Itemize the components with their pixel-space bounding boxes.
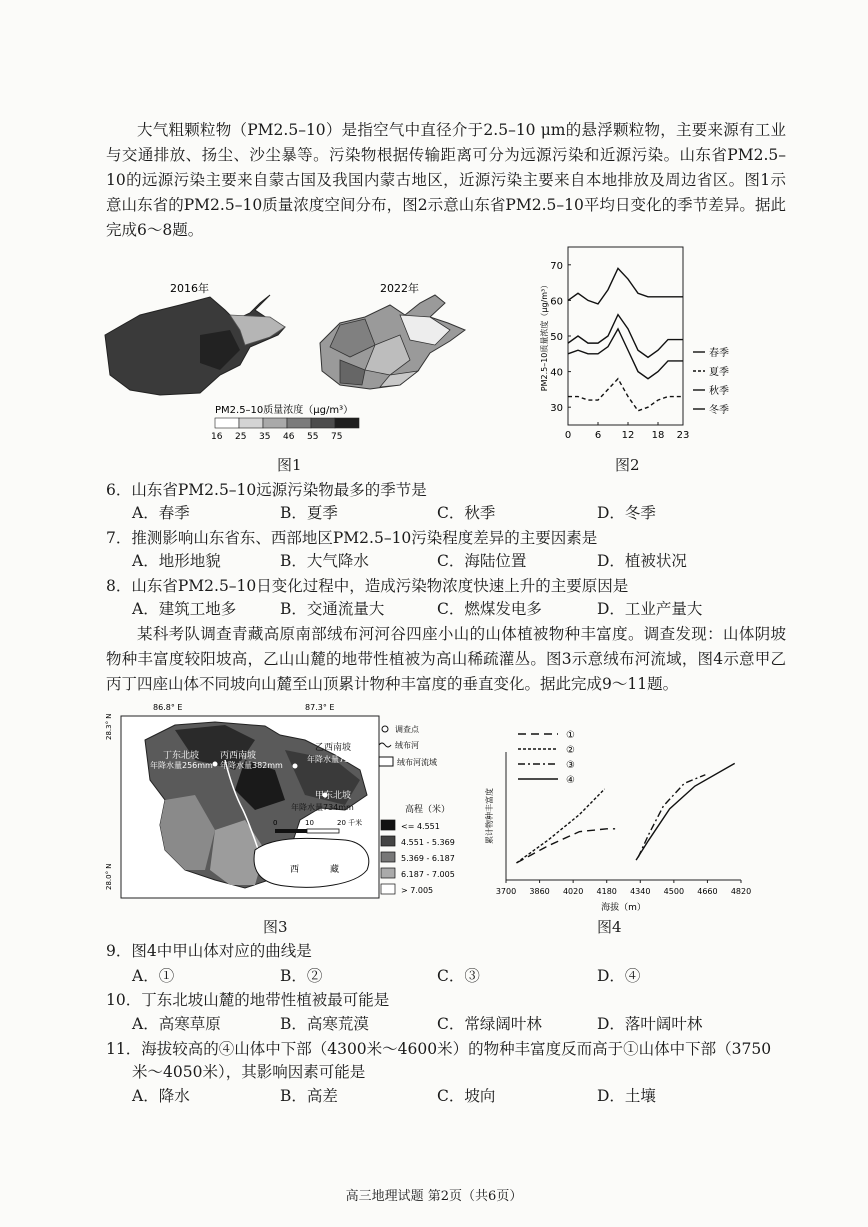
label-jia-precip: 年降水量734mm (291, 803, 354, 812)
question-11-stem-line1: 11．海拔较高的④山体中下部（4300米～4600米）的物种丰富度反而高于①山体中下部（3750 (106, 1040, 772, 1058)
label-jia: 甲东北坡 (315, 791, 352, 801)
fig1-legend-swatch (215, 418, 239, 428)
q6-option-c[interactable]: C．秋季 (437, 504, 496, 522)
label-yi: 乙西南坡 (315, 743, 352, 753)
elevation-label: > 7.005 (401, 886, 434, 895)
q9-option-b[interactable]: B．② (280, 967, 323, 985)
figure-2-chart (535, 242, 735, 442)
elevation-swatch (381, 868, 395, 878)
fig1-legend-swatch (263, 418, 287, 428)
lat-label-2: 28.0° N (105, 863, 113, 890)
q11-option-a[interactable]: A．降水 (132, 1087, 190, 1105)
legend-river-label: 绒布河 (395, 741, 419, 750)
scale-tick-20: 20 千米 (337, 819, 363, 827)
q8-option-c[interactable]: C．燃煤发电多 (437, 600, 542, 618)
label-ding: 丁东北坡 (163, 751, 200, 761)
q11-option-d[interactable]: D．土壤 (597, 1087, 656, 1105)
q8-option-b[interactable]: B．交通流量大 (280, 600, 385, 618)
scale-tick-0: 0 (273, 819, 278, 827)
fig1-legend-swatch (287, 418, 311, 428)
q7-option-a[interactable]: A．地形地貌 (132, 552, 221, 570)
fig1-legend-title: PM2.5–10质量浓度（μg/m³） (215, 405, 354, 416)
figure-4-caption: 图4 (597, 918, 622, 936)
elevation-label: <= 4.551 (401, 822, 440, 831)
figure-3-map (105, 700, 490, 905)
fig4-xlabel: 海拔（m） (601, 903, 646, 912)
fig2-ylabel: PM2.5–10质量浓度（μg/m³） (540, 280, 549, 392)
fig2-legend-label: 夏季 (709, 367, 729, 378)
legend-point-label: 调查点 (395, 725, 419, 734)
figure-2-caption: 图2 (615, 456, 640, 474)
fig2-legend-label: 春季 (709, 348, 729, 359)
fig1-legend-tick: 35 (259, 432, 271, 442)
fig2-ytick-label: 70 (550, 260, 563, 272)
q10-option-b[interactable]: B．高寒荒漠 (280, 1015, 369, 1033)
survey-point-ding (213, 762, 218, 767)
q6-option-b[interactable]: B．夏季 (280, 504, 338, 522)
q9-option-d[interactable]: D．④ (597, 967, 641, 985)
fig2-legend-label: 秋季 (709, 386, 729, 397)
label-ding-precip: 年降水量256mm (150, 761, 213, 770)
figure-3-caption: 图3 (263, 918, 288, 936)
lon-label-1: 86.8° E (153, 703, 183, 712)
fig2-xtick-label: 23 (676, 430, 690, 441)
label-yi-precip: 年降水量734mm (307, 755, 370, 764)
elevation-label: 5.369 - 6.187 (401, 854, 455, 863)
fig4-legend-label: ② (566, 745, 575, 756)
fig2-ytick-label: 50 (550, 332, 563, 343)
question-11-stem-line2: 米～4050米），其影响因素可能是 (132, 1063, 366, 1081)
elevation-label: 4.551 - 5.369 (401, 838, 455, 847)
q8-option-a[interactable]: A．建筑工地多 (132, 600, 237, 618)
q6-option-a[interactable]: A．春季 (132, 504, 190, 522)
figure-1-maps (100, 275, 470, 445)
fig4-ylabel: 累计物种丰富度 (485, 788, 494, 844)
map-2016-label: 2016年 (170, 282, 209, 295)
fig4-legend-label: ④ (566, 775, 575, 786)
fig2-plot-frame (568, 247, 683, 425)
fig1-legend-swatch (311, 418, 335, 428)
q8-option-d[interactable]: D．工业产量大 (597, 600, 703, 618)
fig1-legend-tick: 25 (235, 432, 247, 442)
page-footer: 高三地理试题 第2页（共6页） (345, 1189, 523, 1204)
legend-point-icon (382, 726, 388, 732)
survey-point-yi (293, 764, 298, 769)
fig2-series-line (568, 329, 683, 379)
fig1-legend-tick: 46 (283, 432, 295, 442)
question-8-stem: 8．山东省PM2.5–10日变化过程中，造成污染物浓度快速上升的主要原因是 (106, 577, 629, 595)
intro-paragraph-1: 大气粗颗粒物（PM2.5–10）是指空气中直径介于2.5–10 μm的悬浮颗粒物，主要来源有工业与交通排放、扬尘、沙尘暴等。污染物根据传输距离可分为远源污染和近源污染。山东省PM2.5–10的远源污染主要来自蒙古国及我国内蒙古地区，近源污染主要来自本地排放及周边省区。图1示意山东省的PM2.5–10质量浓度空间分布，图2示意山东省PM2.5–10平均日变化的季节差异。据此完成6～8题。 (106, 121, 786, 239)
elevation-swatch (381, 836, 395, 846)
fig1-legend-swatch (239, 418, 263, 428)
tibet-inset (254, 838, 369, 887)
q7-option-d[interactable]: D．植被状况 (597, 552, 687, 570)
figure-4-chart (478, 722, 753, 912)
fig4-legend-label: ③ (566, 760, 575, 771)
tibet-label-2: 藏 (330, 865, 340, 875)
q10-option-a[interactable]: A．高寒草原 (132, 1015, 221, 1033)
fig2-ytick-label: 60 (550, 296, 563, 308)
fig1-legend (211, 418, 359, 442)
fig2-xtick-label: 0 (564, 430, 572, 441)
scale-bar (275, 829, 307, 833)
elevation-swatch (381, 884, 395, 894)
fig2-xtick-label: 18 (651, 430, 665, 441)
fig2-ytick-label: 30 (550, 403, 563, 415)
tibet-label-1: 西 (290, 865, 300, 875)
fig4-xtick-label: 3700 (495, 887, 517, 896)
map-2016 (105, 295, 285, 395)
fig4-xtick-label: 4820 (730, 887, 752, 896)
fig4-xtick-label: 4340 (630, 887, 651, 896)
elevation-label: 6.187 - 7.005 (401, 870, 455, 879)
q9-option-a[interactable]: A．① (132, 967, 175, 985)
question-7-stem: 7．推测影响山东省东、西部地区PM2.5–10污染程度差异的主要因素是 (106, 529, 598, 547)
q10-option-c[interactable]: C．常绿阔叶林 (437, 1015, 542, 1033)
fig4-xtick-label: 3860 (529, 887, 550, 896)
fig2-xtick-label: 12 (621, 430, 635, 441)
fig4-series-line (516, 829, 615, 863)
fig4-xtick-label: 4660 (697, 887, 718, 896)
fig1-legend-tick: 55 (307, 432, 319, 442)
q9-option-c[interactable]: C．③ (437, 967, 480, 985)
fig2-series-line (568, 315, 683, 358)
question-9-stem: 9．图4中甲山体对应的曲线是 (106, 942, 312, 960)
fig2-xtick-label: 6 (594, 430, 602, 441)
figure-1-caption: 图1 (277, 456, 302, 474)
elevation-swatch (381, 820, 395, 830)
fig2-series-line (568, 268, 683, 304)
intro-paragraph-2: 某科考队调查青藏高原南部绒布河河谷四座小山的山体植被物种丰富度。调查发现：山体阴坡物种丰富度较阳坡高，乙山山麓的地带性植被为高山稀疏灌丛。图3示意绒布河流域，图4示意甲乙丙丁四座山体不同坡向山麓至山顶累计物种丰富度的垂直变化。据此完成9～11题。 (106, 625, 786, 693)
fig4-xtick-label: 4180 (596, 887, 617, 896)
q10-option-d[interactable]: D．落叶阔叶林 (597, 1015, 703, 1033)
label-bing-precip: 年降水量382mm (220, 761, 283, 770)
fig1-legend-tick: 75 (331, 432, 343, 442)
elevation-legend-title: 高程（米） (405, 805, 451, 815)
map-2022-label: 2022年 (380, 282, 419, 295)
legend-basin-label: 绒布河流域 (397, 758, 437, 767)
fig4-xtick-label: 4020 (562, 887, 584, 896)
fig4-legend-label: ① (566, 730, 575, 741)
fig4-xtick-label: 4500 (663, 887, 685, 896)
fig2-legend-label: 冬季 (709, 405, 729, 416)
fig4-series-line (516, 789, 604, 863)
fig2-ytick-label: 40 (550, 367, 563, 379)
q11-option-c[interactable]: C．坡向 (437, 1087, 496, 1105)
scale-tick-10: 10 (305, 819, 314, 827)
fig4-series-line (638, 775, 705, 857)
lon-label-2: 87.3° E (305, 703, 335, 712)
q7-option-c[interactable]: C．海陆位置 (437, 552, 527, 570)
question-6-stem: 6．山东省PM2.5–10远源污染物最多的季节是 (106, 481, 427, 499)
lat-label-1: 28.3° N (105, 713, 113, 740)
fig2-series-line (568, 379, 683, 411)
fig1-legend-swatch (335, 418, 359, 428)
q6-option-d[interactable]: D．冬季 (597, 504, 656, 522)
q7-option-b[interactable]: B．大气降水 (280, 552, 369, 570)
q11-option-b[interactable]: B．高差 (280, 1087, 338, 1105)
elevation-legend (381, 820, 455, 895)
label-bing: 丙西南坡 (220, 751, 257, 761)
fig4-series-line (636, 763, 735, 860)
elevation-swatch (381, 852, 395, 862)
question-10-stem: 10．丁东北坡山麓的地带性植被最可能是 (106, 991, 390, 1009)
fig1-legend-tick: 16 (211, 432, 223, 442)
